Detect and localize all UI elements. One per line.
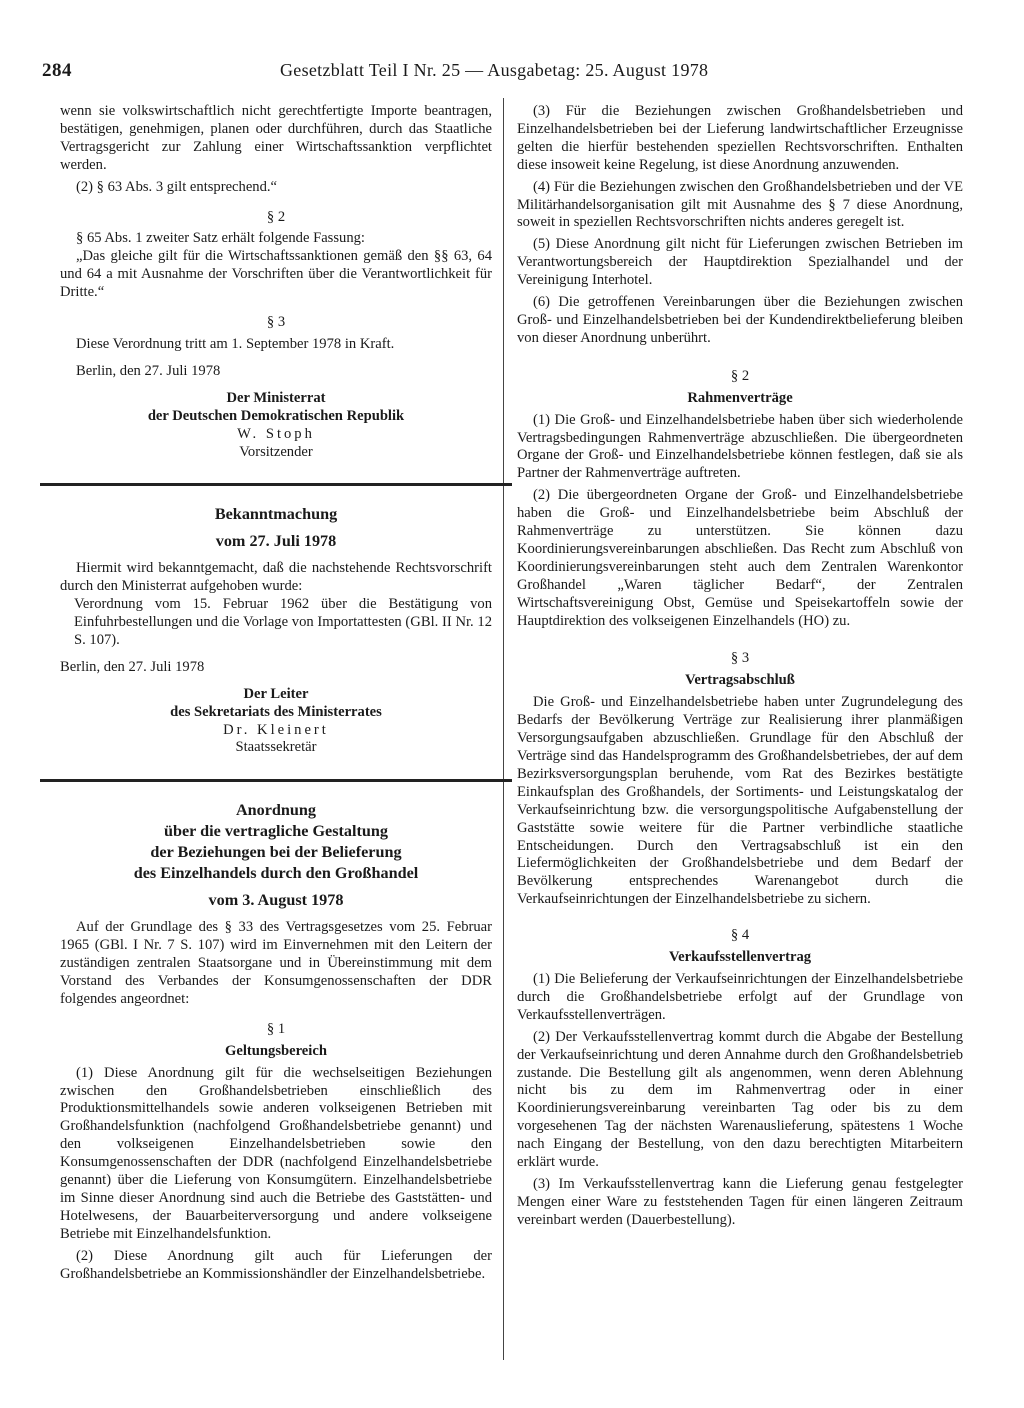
section-title-s3: Vertragsabschluß: [685, 672, 795, 689]
section-title-s1: Geltungsbereich: [225, 1042, 327, 1059]
paragraph-s1-5: (5) Diese Anordnung gilt nicht für Lieferungen zwischen Betrieben im Verantwortungsbereich der Hauptdirektion Spezialhandel und der Vereinigung Interhotel.: [517, 236, 963, 289]
place-date-2: Berlin, den 27. Juli 1978: [60, 658, 205, 675]
paragraph-sec3: Diese Verordnung tritt am 1. September 1978 in Kraft.: [76, 335, 395, 352]
paragraph-s2-2: (2) Die übergeordneten Organe der Groß- und Einzelhandelsbetriebe haben die Groß- und Einzelhandelsbetriebe beim Abschluß der Rahmenverträge zu unterstützen. Sie können dazu Koordinierungsvereinbarungen abschließen. Das Recht zum Abschluß von Koordinierungsvereinbarungen steht auch dem Zentralen Warenkontor Großhandel „Waren täglicher Bedarf“, der Zentralen Wirtschaftsvereinigung Obst, Gemüse und Speisekartoffeln sowie der Hauptdirektion des volkseigenen Einzelhandels (HO) zu.: [517, 487, 963, 629]
page-number: 284: [42, 60, 72, 81]
paragraph-s1-4: (4) Für die Beziehungen zwischen den Großhandelsbetrieben und der VE Militärhandelsorganisation gilt mit Ausnahme des § 7 diese Anordnung, soweit in speziellen Rechtsvorschriften nichts anderes geregelt ist.: [517, 178, 963, 231]
bekanntmachung-item: Verordnung vom 15. Februar 1962 über die Bestätigung von Einfuhrbestellungen und die Vorlage von Importattesten (GBl. II Nr. 12 S. 107).: [74, 596, 492, 648]
left-column: [60, 103, 492, 1284]
heavy-rule-1: [40, 483, 512, 486]
section-heading-s4: § 4: [730, 927, 750, 944]
paragraph-continuation: wenn sie volkswirtschaftlich nicht gerechtfertigte Importe beantragen, bestätigen, genehmigen, planen oder durchführen, durch das Staatliche Vertragsgericht zur Zahlung einer Wirtschaftssanktion verpflichtet werden.: [60, 103, 492, 173]
paragraph-abs2: (2) § 63 Abs. 3 gilt entsprechend.“: [76, 178, 278, 195]
paragraph-s1-2: (2) Diese Anordnung gilt auch für Lieferungen der Großhandelsbetriebe an Kommissionshändler der Einzelhandelsbetriebe.: [60, 1247, 492, 1282]
signature-org-2a: Der Leiter: [243, 685, 309, 702]
paragraph-s1-6: (6) Die getroffenen Vereinbarungen über die Beziehungen zwischen Groß- und Einzelhandelsbetrieben bei der Kundendirektbelieferung bleiben von dieser Anordnung unberührt.: [517, 294, 963, 346]
paragraph-s4-1: (1) Die Belieferung der Verkaufseinrichtungen der Einzelhandelsbetriebe durch die Großhandelsbetriebe erfolgt auf der Grundlage von Verkaufsstellenverträgen.: [517, 970, 963, 1023]
paragraph-sec2-quote: „Das gleiche gilt für die Wirtschaftssanktionen gemäß den §§ 63, 64 und 64 a mit Ausnahme der Vorschriften über die Verantwortlichkeit für Dritte.“: [60, 248, 492, 301]
paragraph-s3-1: Die Groß- und Einzelhandelsbetriebe haben unter Zugrundelegung des Bedarfs der Bevölkerung Verträge zur Realisierung ihrer planmäßigen Versorgungsaufgaben abzuschließen. Grundlage für den Abschluß der Verträge sind das Handelsprogramm des Großhandelsbetriebes, der auf dem Bezirksversorgungsplan beruhende, vom Rat des Bezirkes bestätigte Einkaufsplan des Großhandels, der Sortiments- und Leistungskatalog der Verkaufseinrichtung bzw. die versorgungspolitische Aufgabenstellung der Gaststätte sowie weitere für die Partner verbindliche staatliche Entscheidungen. Durch den Vertragsabschluß ist ein den Liefermöglichkeiten der Großhandelsbetriebe und dem Bedarf der Bevölkerung entsprechendes Warenangebot durch die Verkaufseinrichtungen der Einzelhandelsbetriebe zu sichern.: [517, 694, 963, 908]
section-heading-s2: § 2: [730, 367, 750, 384]
paragraph-s1-1: (1) Diese Anordnung gilt für die wechselseitigen Beziehungen zwischen den Großhandelsbetrieben einschließlich des Produktionsmittelhandels sowie anderen volkseigenen Betrieben mit Großhandelsfunktion (nachfolgend Großhandelsbetriebe genannt) und den volkseigenen Einzelhandelsbetrieben sowie den Konsumgenossenschaften der DDR (nachfolgend Einzelhandelsbetriebe genannt) über die Lieferung von Konsumgütern. Einzelhandelsbetriebe im Sinne dieser Anordnung sind auch die Betriebe des Gaststätten- und Hotelwesens, der Bauarbeiterversorgung und andere volkseigene Betriebe mit Einzelhandelsfunktion.: [60, 1064, 492, 1242]
page-header: [42, 60, 980, 86]
anordnung-title-2: über die vertragliche Gestaltung: [163, 822, 389, 841]
signature-name-2: Dr. Kleinert: [223, 721, 329, 738]
section-title-s4: Verkaufsstellenvertrag: [668, 949, 812, 966]
anordnung-intro: Auf der Grundlage des § 33 des Vertragsgesetzes vom 25. Februar 1965 (GBl. I Nr. 7 S. 107) wird im Einvernehmen mit den Leitern der zuständigen zentralen Staatsorgane und in Übereinstimmung mit dem Vorstand des Verbandes der Konsumgenossenschaften der DDR folgendes angeordnet:: [60, 919, 492, 1007]
section-heading-s1: § 1: [266, 1020, 286, 1037]
section-heading-2: § 2: [266, 208, 286, 225]
anordnung-title-3: der Beziehungen bei der Belieferung: [150, 843, 402, 862]
paragraph-s4-2: (2) Der Verkaufsstellenvertrag kommt durch die Abgabe der Bestellung der Verkaufseinrichtung und deren Annahme durch den Großhandelsbetrieb zustande. Die Bestellung gilt als angenommen, wenn deren Ablehnung nicht bis zu dem im Rahmenvertrag oder in einer Koordinierungsvereinbarung vereinbarten Tag oder bis zu dem vorgesehenen Tag der nächsten Warenauslieferung, spätestens 1 Woche nach Eingang der Bestellung, von den dazu berechtigten Mitarbeitern erklärt wurde.: [517, 1028, 963, 1171]
bekanntmachung-title: Bekanntmachung: [214, 505, 338, 524]
section-heading-3: § 3: [266, 314, 286, 331]
bekanntmachung-date: vom 27. Juli 1978: [215, 532, 337, 551]
paragraph-sec2: § 65 Abs. 1 zweiter Satz erhält folgende Fassung:: [76, 230, 365, 247]
signature-org-2b: des Sekretariats des Ministerrates: [170, 703, 382, 720]
paragraph-s1-3: (3) Für die Beziehungen zwischen Großhandelsbetrieben und Einzelhandelsbetrieben bei der Lieferung landwirtschaftlicher Erzeugnisse gelten die hierfür bestehenden speziellen Rechtsvorschriften. Enthalten diese insoweit keine Regelung, ist diese Anordnung anzuwenden.: [517, 103, 963, 173]
heavy-rule-2: [40, 779, 512, 782]
signature-role-2: Staatssekretär: [235, 739, 317, 756]
place-date-1: Berlin, den 27. Juli 1978: [76, 362, 221, 379]
section-heading-s3: § 3: [730, 650, 750, 667]
anordnung-date: vom 3. August 1978: [208, 891, 344, 910]
anordnung-title-4: des Einzelhandels durch den Großhandel: [133, 864, 419, 883]
signature-org-1a: Der Ministerrat: [226, 389, 326, 406]
bekanntmachung-text: Hiermit wird bekanntgemacht, daß die nachstehende Rechtsvorschrift durch den Ministerrat aufgehoben wurde:: [60, 560, 492, 595]
signature-org-1b: der Deutschen Demokratischen Republik: [147, 407, 405, 424]
right-column: [517, 103, 963, 1230]
signature-name-1: W. Stoph: [237, 425, 315, 442]
running-head: Gesetzblatt Teil I Nr. 25 — Ausgabetag: 25. August 1978: [280, 60, 709, 80]
paragraph-s2-1: (1) Die Groß- und Einzelhandelsbetriebe haben über sich wiederholende Vertragsbedingungen Rahmenverträge abzuschließen. Die übergeordneten Organe der Groß- und Einzelhandelsbetriebe können festlegen, daß sie als Partner der Rahmenverträge auftreten.: [517, 411, 963, 482]
paragraph-s4-3: (3) Im Verkaufsstellenvertrag kann die Lieferung genau festgelegter Mengen einer Ware zu feststehenden Tagen für einen längeren Zeitraum vereinbart werden (Dauerbestellung).: [517, 1175, 963, 1228]
signature-role-1: Vorsitzender: [239, 443, 313, 460]
anordnung-title-1: Anordnung: [235, 801, 317, 820]
column-divider: [503, 98, 504, 1360]
section-title-s2: Rahmenverträge: [687, 389, 793, 406]
